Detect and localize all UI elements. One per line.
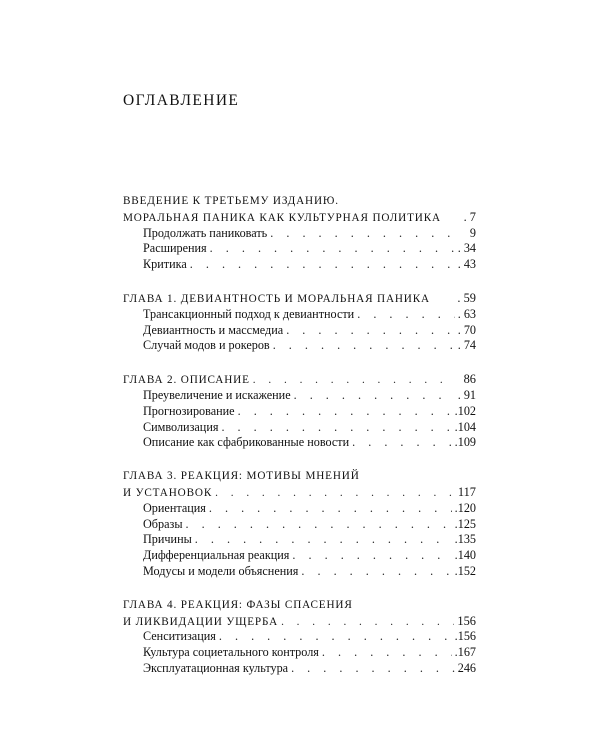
toc-entry-label: Расширения <box>143 241 207 256</box>
toc-heading: ГЛАВА 2. ОПИСАНИЕ <box>123 374 250 387</box>
toc-entry-label: Причины <box>143 532 192 547</box>
toc-section-chapter-4 <box>123 598 476 677</box>
toc-entry-label: Критика <box>143 257 187 272</box>
toc-entry[interactable] <box>123 629 476 645</box>
toc-entry[interactable] <box>123 388 476 404</box>
toc-heading: ВВЕДЕНИЕ К ТРЕТЬЕМУ ИЗДАНИЮ. <box>123 195 339 207</box>
leader-dots <box>273 338 455 354</box>
toc-entry[interactable] <box>123 338 476 354</box>
toc-heading-line <box>123 469 476 485</box>
leader-dots <box>210 241 455 257</box>
toc-page-number: .109 <box>454 435 476 450</box>
table-of-contents <box>123 194 476 695</box>
toc-heading-line[interactable] <box>123 372 476 388</box>
toc-page-number: 117 <box>457 484 476 499</box>
toc-entry[interactable] <box>123 420 476 436</box>
leader-dots <box>286 323 455 339</box>
toc-page-number: 156 <box>457 613 476 628</box>
leader-dots <box>238 404 452 420</box>
toc-entry[interactable] <box>123 517 476 533</box>
toc-page-number: . 74 <box>457 338 476 353</box>
toc-entry-label: Прогнозирование <box>143 403 235 418</box>
leader-dots <box>301 564 451 580</box>
toc-section-chapter-3 <box>123 469 476 580</box>
toc-heading-line <box>123 598 476 614</box>
toc-entry[interactable] <box>123 226 476 242</box>
toc-heading-line <box>123 194 476 210</box>
toc-entry-label: Дифференциальная реакция <box>143 548 290 563</box>
toc-page-number: .167 <box>454 645 476 660</box>
page-title: ОГЛАВЛЕНИЕ <box>123 92 240 109</box>
toc-entry[interactable] <box>123 532 476 548</box>
toc-entry-label: Описание как сфабрикованные новости <box>143 435 350 450</box>
toc-entry[interactable] <box>123 661 476 677</box>
toc-heading-line[interactable] <box>123 485 476 501</box>
toc-page-number: . 59 <box>457 290 476 305</box>
leader-dots <box>291 661 455 677</box>
toc-entry[interactable] <box>123 548 476 564</box>
toc-heading: И ЛИКВИДАЦИИ УЩЕРБА <box>123 615 279 628</box>
toc-heading: МОРАЛЬНАЯ ПАНИКА КАК КУЛЬТУРНАЯ ПОЛИТИКА <box>123 211 441 224</box>
leader-dots <box>221 420 451 436</box>
toc-entry[interactable] <box>123 307 476 323</box>
leader-dots <box>292 548 451 564</box>
toc-section-intro <box>123 194 476 273</box>
leader-dots <box>281 615 454 631</box>
toc-page-number: .156 <box>454 629 476 644</box>
toc-page-number: .152 <box>454 563 476 578</box>
toc-entry[interactable] <box>123 257 476 273</box>
toc-page-number: . 70 <box>457 322 476 337</box>
toc-page-number: 86 <box>463 372 476 387</box>
toc-heading: И УСТАНОВОК <box>123 486 213 499</box>
leader-dots <box>322 645 452 661</box>
leader-dots <box>209 501 452 517</box>
toc-entry[interactable] <box>123 404 476 420</box>
toc-entry-label: Ориентация <box>143 500 206 515</box>
toc-entry-label: Случай модов и рокеров <box>143 338 270 353</box>
toc-page-number: . 34 <box>457 241 476 256</box>
toc-heading: ГЛАВА 3. РЕАКЦИЯ: МОТИВЫ МНЕНИЙ <box>123 470 360 483</box>
toc-entry-label: Трансакционный подход к девиантности <box>143 306 355 321</box>
leader-dots <box>357 307 455 323</box>
toc-entry-label: Модусы и модели объяснения <box>143 563 299 578</box>
toc-entry[interactable] <box>123 564 476 580</box>
toc-heading: ГЛАВА 4. РЕАКЦИЯ: ФАЗЫ СПАСЕНИЯ <box>123 598 353 611</box>
toc-entry[interactable] <box>123 435 476 451</box>
toc-entry-label: Эксплуатационная культура <box>143 660 289 675</box>
toc-page-number: .104 <box>454 419 476 434</box>
toc-entry[interactable] <box>123 323 476 339</box>
toc-heading-line[interactable] <box>123 210 476 226</box>
leader-dots <box>219 629 452 645</box>
toc-heading-line[interactable] <box>123 614 476 630</box>
toc-page-number: . 7 <box>463 209 476 224</box>
toc-page-number: . 43 <box>457 257 476 272</box>
toc-page-number: .125 <box>454 516 476 531</box>
toc-entry[interactable] <box>123 501 476 517</box>
toc-entry-label: Сенситизация <box>143 629 216 644</box>
toc-page-number: .120 <box>454 500 476 515</box>
toc-page-number: . 63 <box>457 306 476 321</box>
toc-page-number: 9 <box>469 225 476 240</box>
toc-section-chapter-2 <box>123 372 476 451</box>
toc-entry-label: Продолжать паниковать <box>143 225 268 240</box>
toc-entry[interactable] <box>123 645 476 661</box>
toc-entry-label: Образы <box>143 516 183 531</box>
toc-entry[interactable] <box>123 241 476 257</box>
toc-page-number: .135 <box>454 532 476 547</box>
toc-heading-line[interactable] <box>123 291 476 307</box>
toc-entry-label: Символизация <box>143 419 219 434</box>
toc-page-number: . 91 <box>457 387 476 402</box>
leader-dots <box>352 435 452 451</box>
leader-dots <box>195 532 452 548</box>
leader-dots <box>186 517 452 533</box>
leader-dots <box>253 373 455 389</box>
toc-heading: ГЛАВА 1. ДЕВИАНТНОСТЬ И МОРАЛЬНАЯ ПАНИКА <box>123 292 430 305</box>
toc-entry-label: Преувеличение и искажение <box>143 387 291 402</box>
leader-dots <box>294 388 455 404</box>
toc-entry-label: Культура социетального контроля <box>143 645 319 660</box>
leader-dots <box>270 226 455 242</box>
toc-page-number: 246 <box>457 660 476 675</box>
leader-dots <box>190 257 455 273</box>
toc-section-chapter-1 <box>123 291 476 354</box>
leader-dots <box>215 486 455 502</box>
toc-page-number: .140 <box>454 548 476 563</box>
toc-page-number: .102 <box>454 403 476 418</box>
toc-entry-label: Девиантность и массмедиа <box>143 322 284 337</box>
